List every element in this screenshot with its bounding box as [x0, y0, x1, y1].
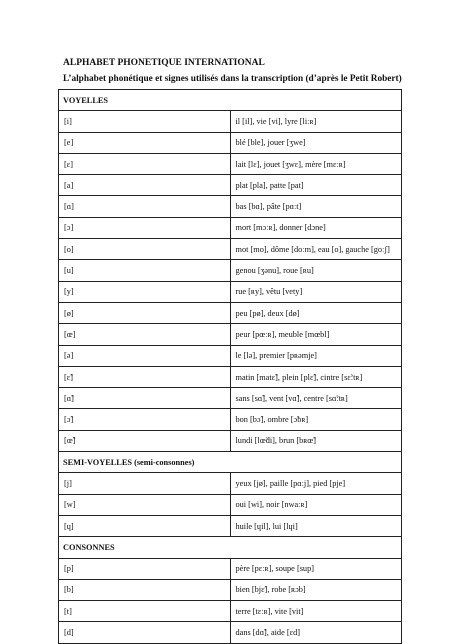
- phonetic-symbol: [œ]: [59, 324, 231, 345]
- example-words: sans [sɑ̃], vent [vɑ̃], centre [sɑ̃ːtʀ]: [230, 388, 402, 409]
- example-words: genou [ʒәnu], roue [ʀu]: [230, 260, 402, 281]
- section-heading-row: [59, 537, 402, 558]
- phonetic-symbol: [ә]: [59, 345, 231, 366]
- table-row: [59, 324, 402, 345]
- phonetic-symbol: [a]: [59, 175, 231, 196]
- phonetic-symbol: [u]: [59, 260, 231, 281]
- table-row: [59, 239, 402, 260]
- phonetic-symbol: [w]: [59, 494, 231, 515]
- table-row: [59, 622, 402, 643]
- example-words: peur [pœːʀ], meuble [mœbl]: [230, 324, 402, 345]
- section-heading-row: [59, 90, 402, 111]
- table-row: [59, 366, 402, 387]
- phonetic-symbol: [ø]: [59, 302, 231, 323]
- table-row: [59, 494, 402, 515]
- phonetic-symbol: [ɑ]: [59, 196, 231, 217]
- ipa-table: [58, 89, 402, 644]
- table-row: [59, 515, 402, 536]
- phonetic-symbol: [d]: [59, 622, 231, 643]
- table-row: [59, 175, 402, 196]
- example-words: terre [tɛːʀ], vite [vit]: [230, 601, 402, 622]
- table-row: [59, 558, 402, 579]
- table-row: [59, 111, 402, 132]
- example-words: matin [matɛ̃], plein [plɛ̃], cintre [sɛ̃ːtʀ]: [230, 366, 402, 387]
- phonetic-symbol: [ɛ]: [59, 153, 231, 174]
- example-words: bas [bɑ], pâte [pɑːt]: [230, 196, 402, 217]
- example-words: bien [bjɛ̃], robe [ʀɔb]: [230, 579, 402, 600]
- phonetic-symbol: [t]: [59, 601, 231, 622]
- example-words: plat [pla], patte [pat]: [230, 175, 402, 196]
- phonetic-symbol: [y]: [59, 281, 231, 302]
- phonetic-symbol: [o]: [59, 239, 231, 260]
- table-row: [59, 153, 402, 174]
- example-words: yeux [jø], paille [pɑːj], pied [pje]: [230, 473, 402, 494]
- example-words: mort [mɔːʀ], donner [dɔne]: [230, 217, 402, 238]
- table-row: [59, 579, 402, 600]
- example-words: oui [wi], noir [nwaːʀ]: [230, 494, 402, 515]
- example-words: le [lә], premier [pʀәmje]: [230, 345, 402, 366]
- table-row: [59, 196, 402, 217]
- phonetic-symbol: [e]: [59, 132, 231, 153]
- example-words: blé [ble], jouer [ʒwe]: [230, 132, 402, 153]
- section-heading-row: [59, 452, 402, 473]
- table-row: [59, 601, 402, 622]
- table-row: [59, 345, 402, 366]
- example-words: peu [pø], deux [dø]: [230, 302, 402, 323]
- table-row: [59, 132, 402, 153]
- table-row: [59, 409, 402, 430]
- phonetic-symbol: [i]: [59, 111, 231, 132]
- phonetic-symbol: [j]: [59, 473, 231, 494]
- table-row: [59, 388, 402, 409]
- page-subtitle: L’alphabet phonétique et signes utilisés dans la transcription (d’après le Petit Robert): [63, 74, 402, 84]
- table-row: [59, 281, 402, 302]
- phonetic-symbol: [b]: [59, 579, 231, 600]
- phonetic-symbol: [ɛ̃]: [59, 366, 231, 387]
- phonetic-symbol: [œ̃]: [59, 430, 231, 451]
- phonetic-symbol: [ɑ̃]: [59, 388, 231, 409]
- table-row: [59, 430, 402, 451]
- example-words: huile [ɥil], lui [lɥi]: [230, 515, 402, 536]
- example-words: rue [ʀy], vêtu [vety]: [230, 281, 402, 302]
- phonetic-symbol: [ɥ]: [59, 515, 231, 536]
- section-heading: SEMI-VOYELLES (semi-consonnes): [59, 452, 402, 473]
- example-words: mot [mo], dôme [doːm], eau [o], gauche [goːʃ]: [230, 239, 402, 260]
- example-words: lundi [lœ̃di], brun [bʀœ̃]: [230, 430, 402, 451]
- example-words: il [il], vie [vi], lyre [liːʀ]: [230, 111, 402, 132]
- phonetic-symbol: [ɔ]: [59, 217, 231, 238]
- example-words: dans [dɑ̃], aide [ɛd]: [230, 622, 402, 643]
- table-row: [59, 260, 402, 281]
- phonetic-symbol: [ɔ̃]: [59, 409, 231, 430]
- phonetic-symbol: [p]: [59, 558, 231, 579]
- section-heading: VOYELLES: [59, 90, 402, 111]
- page-title: ALPHABET PHONETIQUE INTERNATIONAL: [63, 58, 265, 68]
- table-row: [59, 473, 402, 494]
- table-row: [59, 217, 402, 238]
- table-row: [59, 302, 402, 323]
- example-words: lait [lɛ], jouet [ʒwɛ], mère [mɛːʀ]: [230, 153, 402, 174]
- example-words: bon [bɔ̃], ombre [ɔ̃bʀ]: [230, 409, 402, 430]
- section-heading: CONSONNES: [59, 537, 402, 558]
- example-words: père [pɛːʀ], soupe [sup]: [230, 558, 402, 579]
